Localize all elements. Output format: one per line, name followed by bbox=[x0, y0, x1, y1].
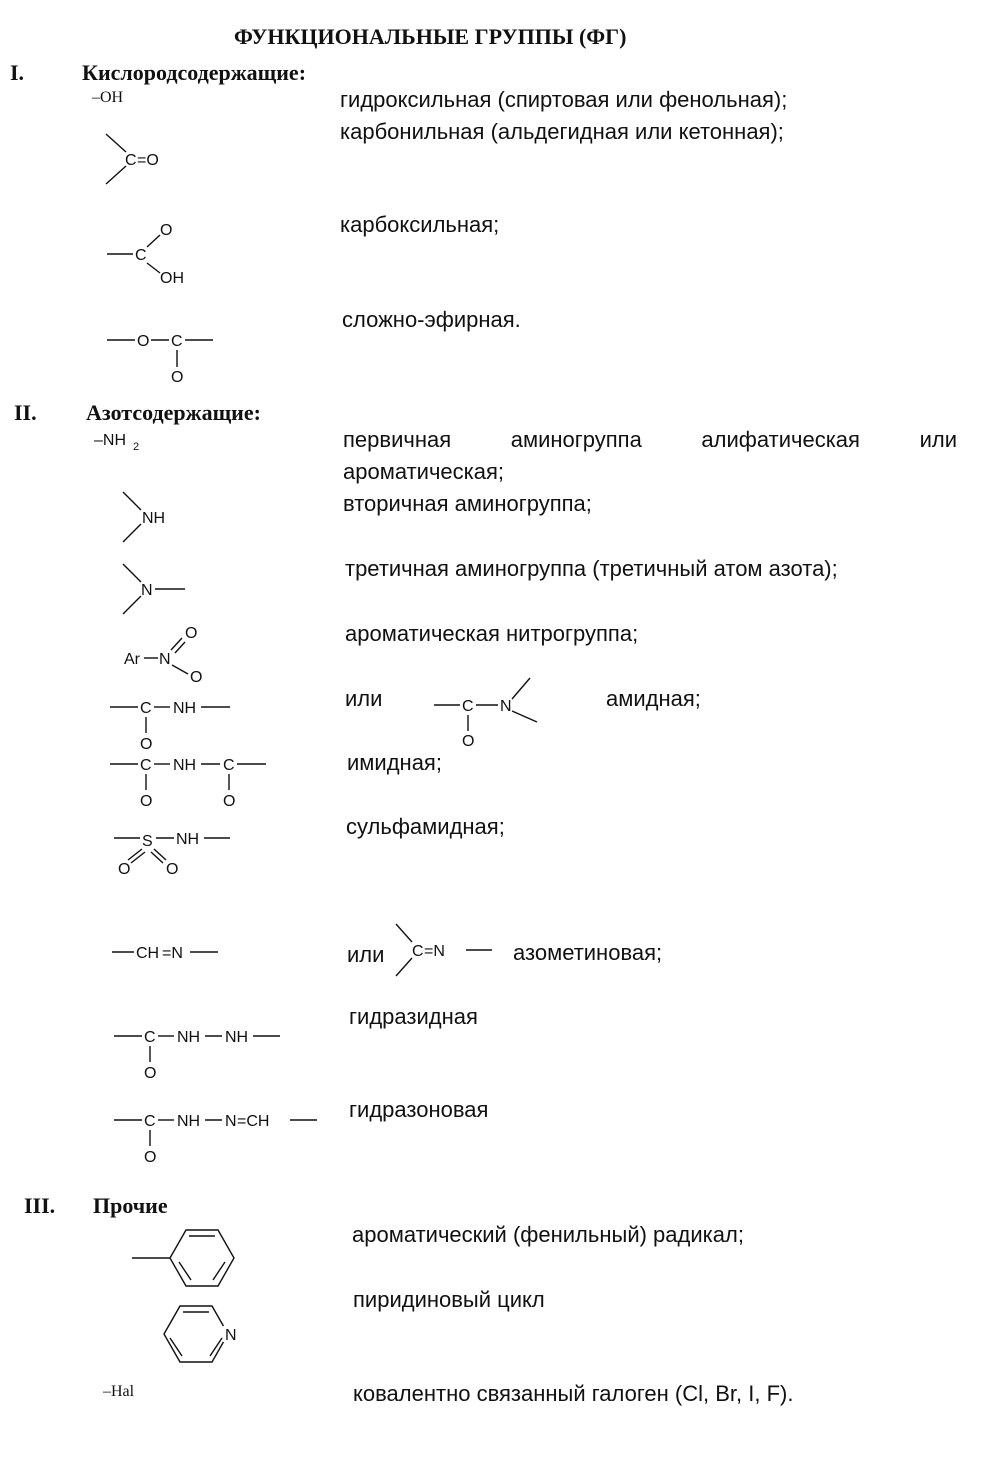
svg-text:=CH: =CH bbox=[237, 1113, 270, 1130]
desc-halogen: ковалентно связанный галоген (Cl, Br, I, F). bbox=[353, 1381, 794, 1406]
desc-ester: сложно-эфирная. bbox=[342, 307, 521, 332]
formula-imide bbox=[108, 750, 278, 812]
svg-text:=O: =O bbox=[137, 152, 159, 169]
svg-text:CH: CH bbox=[136, 945, 160, 962]
amide-or-label: или bbox=[345, 686, 383, 711]
section-1-numeral: I. bbox=[10, 60, 25, 85]
svg-text:O: O bbox=[160, 222, 173, 239]
desc-tertiary-amine: третичная аминогруппа (третичный атом азота); bbox=[345, 556, 838, 581]
formula-sulfamide bbox=[112, 822, 242, 882]
desc-secondary-amine: вторичная аминогруппа; bbox=[343, 491, 592, 516]
word: аминогруппа bbox=[510, 427, 642, 452]
svg-text:O: O bbox=[118, 861, 131, 878]
svg-text:N: N bbox=[141, 582, 153, 599]
desc-carbonyl: карбонильная (альдегидная или кетонная); bbox=[340, 119, 784, 144]
section-2-heading: Азотсодержащие: bbox=[86, 400, 261, 425]
svg-text:C: C bbox=[135, 247, 147, 264]
svg-text:O: O bbox=[171, 369, 184, 386]
desc-azomethine: азометиновая; bbox=[513, 940, 663, 965]
svg-text:NH: NH bbox=[225, 1029, 249, 1046]
formula-halogen: –Hal bbox=[103, 1383, 135, 1400]
svg-text:NH: NH bbox=[142, 510, 166, 527]
svg-text:O: O bbox=[166, 861, 179, 878]
formula-hydroxyl: –OH bbox=[92, 89, 124, 106]
svg-text:N: N bbox=[500, 698, 512, 715]
svg-text:Ar: Ar bbox=[124, 651, 140, 668]
svg-text:C: C bbox=[171, 333, 183, 350]
formula-secondary-amine bbox=[115, 488, 185, 548]
word: первичная bbox=[343, 427, 452, 452]
svg-text:C: C bbox=[223, 757, 235, 774]
formula-primary-amine bbox=[92, 428, 162, 458]
svg-text:O: O bbox=[137, 333, 150, 350]
desc-carboxyl: карбоксильная; bbox=[340, 212, 500, 237]
desc-phenyl: ароматический (фенильный) радикал; bbox=[352, 1222, 744, 1247]
formula-hydrazide bbox=[112, 1022, 292, 1084]
svg-text:=N: =N bbox=[162, 945, 183, 962]
svg-text:C: C bbox=[462, 698, 474, 715]
svg-text:NH: NH bbox=[173, 757, 197, 774]
svg-text:NH: NH bbox=[177, 1029, 201, 1046]
section-3-heading: Прочие bbox=[93, 1193, 168, 1218]
svg-text:=N: =N bbox=[424, 943, 445, 960]
desc-pyridine: пиридиновый цикл bbox=[353, 1287, 545, 1312]
formula-pyridine bbox=[160, 1300, 250, 1370]
formula-carboxyl bbox=[105, 215, 205, 290]
svg-text:C: C bbox=[125, 152, 137, 169]
svg-text:N: N bbox=[159, 651, 171, 668]
desc-primary-amine-line2: ароматическая; bbox=[343, 459, 505, 484]
svg-text:C: C bbox=[144, 1029, 156, 1046]
svg-text:–NH: –NH bbox=[94, 432, 127, 449]
formula-carbonyl bbox=[100, 130, 190, 190]
desc-amide: амидная; bbox=[606, 686, 701, 711]
svg-text:O: O bbox=[190, 669, 203, 686]
formula-ester bbox=[105, 325, 225, 387]
formula-azomethine bbox=[110, 938, 240, 968]
svg-text:C: C bbox=[140, 757, 152, 774]
word: или bbox=[919, 427, 957, 452]
svg-text:N: N bbox=[225, 1327, 237, 1344]
desc-hydrazide: гидразидная bbox=[349, 1004, 478, 1029]
formula-azomethine-alt bbox=[394, 922, 499, 982]
svg-text:C: C bbox=[140, 700, 152, 717]
svg-text:O: O bbox=[462, 733, 475, 750]
svg-text:O: O bbox=[144, 1149, 157, 1166]
svg-text:2: 2 bbox=[133, 441, 140, 453]
svg-text:C: C bbox=[144, 1113, 156, 1130]
svg-text:NH: NH bbox=[177, 1113, 201, 1130]
desc-hydroxyl: гидроксильная (спиртовая или фенольная); bbox=[340, 87, 788, 112]
word: алифатическая bbox=[701, 427, 860, 452]
svg-text:C: C bbox=[412, 943, 424, 960]
svg-text:NH: NH bbox=[176, 831, 200, 848]
svg-text:O: O bbox=[140, 736, 153, 753]
formula-nitro bbox=[122, 622, 212, 684]
section-1-heading: Кислородсодержащие: bbox=[82, 60, 307, 85]
svg-text:OH: OH bbox=[160, 270, 184, 287]
desc-imide: имидная; bbox=[347, 750, 442, 775]
desc-primary-amine-line1 bbox=[343, 427, 957, 453]
azomethine-or-label: или bbox=[347, 942, 385, 967]
svg-text:O: O bbox=[140, 793, 153, 810]
formula-tertiary-amine bbox=[115, 560, 195, 620]
page-title: ФУНКЦИОНАЛЬНЫЕ ГРУППЫ (ФГ) bbox=[234, 24, 627, 49]
desc-sulfamide: сульфамидная; bbox=[346, 814, 505, 839]
formula-hydrazone bbox=[112, 1106, 327, 1168]
svg-text:O: O bbox=[185, 625, 198, 642]
section-3-numeral: III. bbox=[24, 1193, 56, 1218]
svg-text:N: N bbox=[225, 1113, 237, 1130]
section-2-numeral: II. bbox=[14, 400, 37, 425]
svg-text:O: O bbox=[144, 1065, 157, 1082]
formula-amide-alt bbox=[432, 676, 552, 751]
formula-phenyl bbox=[128, 1222, 243, 1294]
svg-text:NH: NH bbox=[173, 700, 197, 717]
formula-amide bbox=[108, 693, 238, 755]
desc-nitro: ароматическая нитрогруппа; bbox=[345, 621, 639, 646]
svg-text:S: S bbox=[142, 833, 153, 850]
svg-text:O: O bbox=[223, 793, 236, 810]
desc-hydrazone: гидразоновая bbox=[349, 1097, 489, 1122]
